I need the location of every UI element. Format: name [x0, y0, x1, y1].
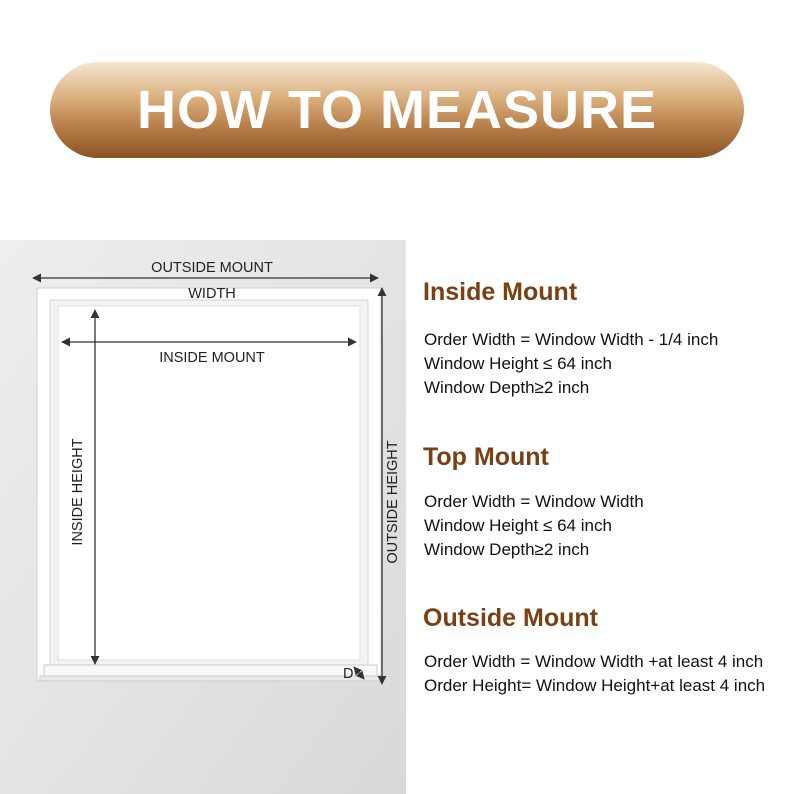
- outside-mount-line-2: Order Height= Window Height+at least 4 inch: [424, 676, 766, 695]
- inside-mount-line-3: Window Depth≥2 inch: [424, 378, 590, 397]
- window-sill: [44, 665, 377, 677]
- inside-mount-line-1: Order Width = Window Width - 1/4 inch: [424, 330, 719, 349]
- outside-mount-heading: Outside Mount: [423, 604, 598, 632]
- banner-title: HOW TO MEASURE: [136, 80, 657, 140]
- outside-height-label: OUTSIDE HEIGHT: [385, 440, 401, 564]
- width-label: WIDTH: [188, 286, 236, 302]
- top-mount-line-2: Window Height ≤ 64 inch: [424, 516, 612, 535]
- top-mount-line-3: Window Depth≥2 inch: [424, 540, 590, 559]
- top-mount-heading: Top Mount: [423, 443, 549, 471]
- top-mount-line-1: Order Width = Window Width: [424, 492, 644, 511]
- inside-mount-line-2: Window Height ≤ 64 inch: [424, 354, 612, 373]
- inside-mount-label: INSIDE MOUNT: [159, 350, 265, 366]
- depth-label: D: [343, 666, 354, 682]
- outside-mount-line-1: Order Width = Window Width +at least 4 inch: [424, 652, 764, 671]
- inside-mount-heading: Inside Mount: [423, 278, 578, 306]
- title-banner: [50, 62, 744, 158]
- outside-mount-label: OUTSIDE MOUNT: [151, 260, 273, 276]
- window-diagram: [0, 240, 406, 794]
- inside-height-label: INSIDE HEIGHT: [70, 438, 86, 546]
